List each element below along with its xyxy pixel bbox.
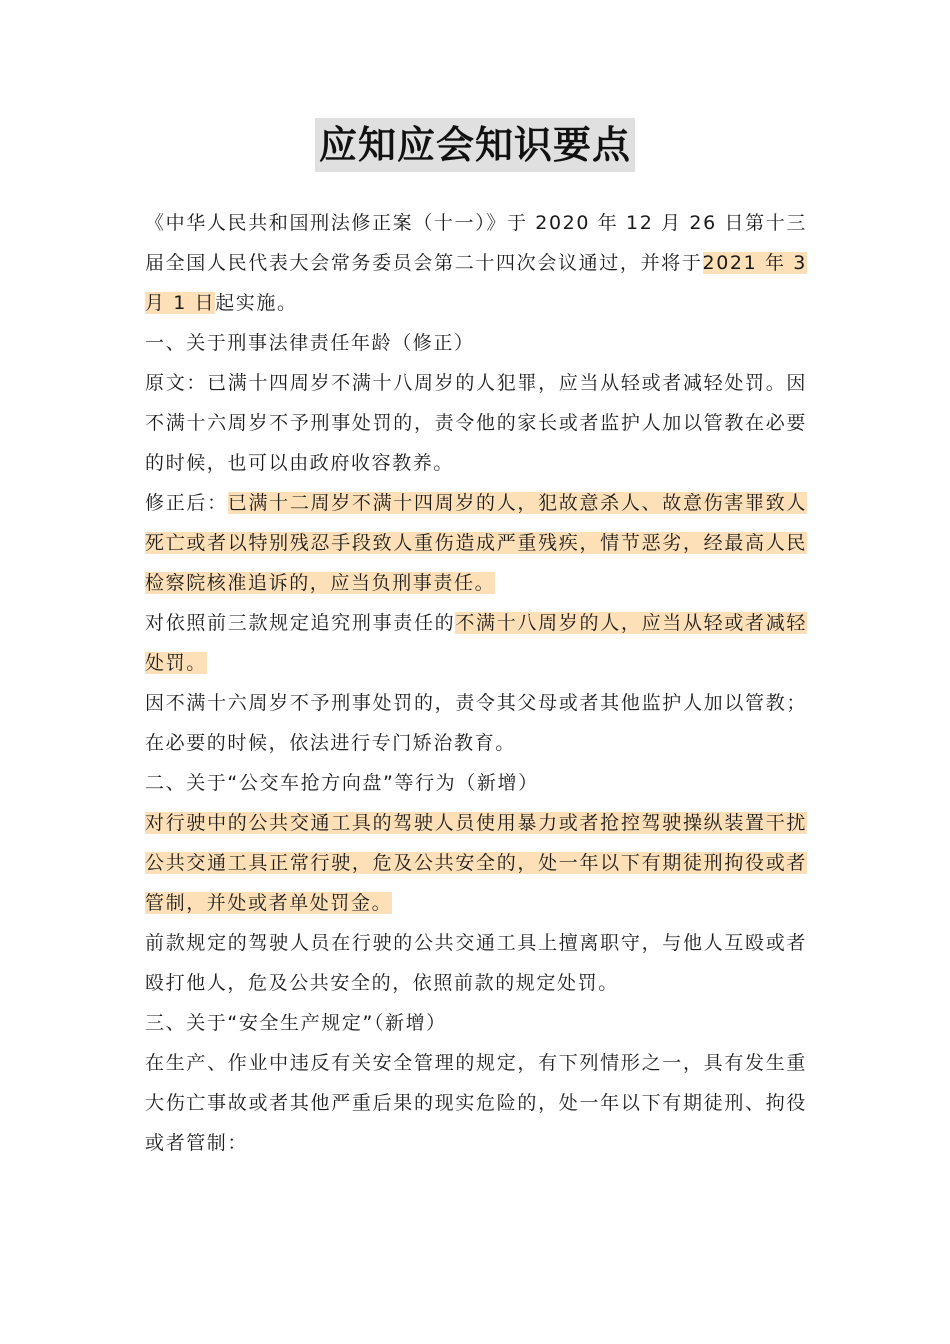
paragraph-text: 修正后： — [145, 492, 228, 514]
section-heading — [145, 323, 807, 363]
title-container — [0, 118, 950, 172]
paragraph-text: 对依照前三款规定追究刑事责任的 — [145, 612, 456, 634]
paragraph-text: 三、关于“安全生产规定”（新增） — [145, 1012, 447, 1034]
highlighted-text: 已满十二周岁不满十四周岁的人，犯故意杀人、故意伤害罪致人死亡或者以特别残忍手段致人重伤造成严重残疾，情节恶劣，经最高人民检察院核准追诉的，应当负刑事责任。 — [145, 492, 807, 594]
paragraph — [145, 203, 807, 323]
paragraph — [145, 923, 807, 1003]
document-body — [145, 203, 807, 1163]
document-title: 应知应会知识要点 — [315, 118, 635, 172]
section-heading — [145, 763, 807, 803]
paragraph-text: 因不满十六周岁不予刑事处罚的，责令其父母或者其他监护人加以管教；在必要的时候，依法进行专门矫治教育。 — [145, 692, 807, 754]
paragraph-text: 一、关于刑事法律责任年龄（修正） — [145, 332, 475, 354]
highlighted-text: 对行驶中的公共交通工具的驾驶人员使用暴力或者抢控驾驶操纵装置干扰公共交通工具正常行驶，危及公共安全的，处一年以下有期徒刑拘役或者管制，并处或者单处罚金。 — [145, 812, 807, 914]
paragraph-text: 起实施。 — [215, 292, 298, 314]
paragraph-text: 《中华人民共和国刑法修正案（十一）》于 2020 年 12 月 26 日第十三届全国人民代表大会常务委员会第二十四次会议通过，并将于 — [145, 212, 807, 274]
paragraph — [145, 603, 807, 683]
paragraph — [145, 483, 807, 603]
paragraph — [145, 363, 807, 483]
paragraph-text: 原文：已满十四周岁不满十八周岁的人犯罪，应当从轻或者减轻处罚。因不满十六周岁不予刑事处罚的，责令他的家长或者监护人加以管教在必要的时候，也可以由政府收容教养。 — [145, 372, 807, 474]
paragraph — [145, 1043, 807, 1163]
section-heading — [145, 1003, 807, 1043]
paragraph-text: 前款规定的驾驶人员在行驶的公共交通工具上擅离职守，与他人互殴或者殴打他人，危及公共安全的，依照前款的规定处罚。 — [145, 932, 807, 994]
paragraph — [145, 683, 807, 763]
highlighted-text: 不满十八周岁的人，应当从轻或者减轻处罚。 — [145, 612, 807, 674]
highlighted-text: 2021 年 3 月 1 日 — [145, 252, 807, 314]
paragraph — [145, 803, 807, 923]
paragraph-text: 二、关于“公交车抢方向盘”等行为（新增） — [145, 772, 539, 794]
paragraph-text: 在生产、作业中违反有关安全管理的规定，有下列情形之一，具有发生重大伤亡事故或者其他严重后果的现实危险的，处一年以下有期徒刑、拘役或者管制： — [145, 1052, 807, 1154]
